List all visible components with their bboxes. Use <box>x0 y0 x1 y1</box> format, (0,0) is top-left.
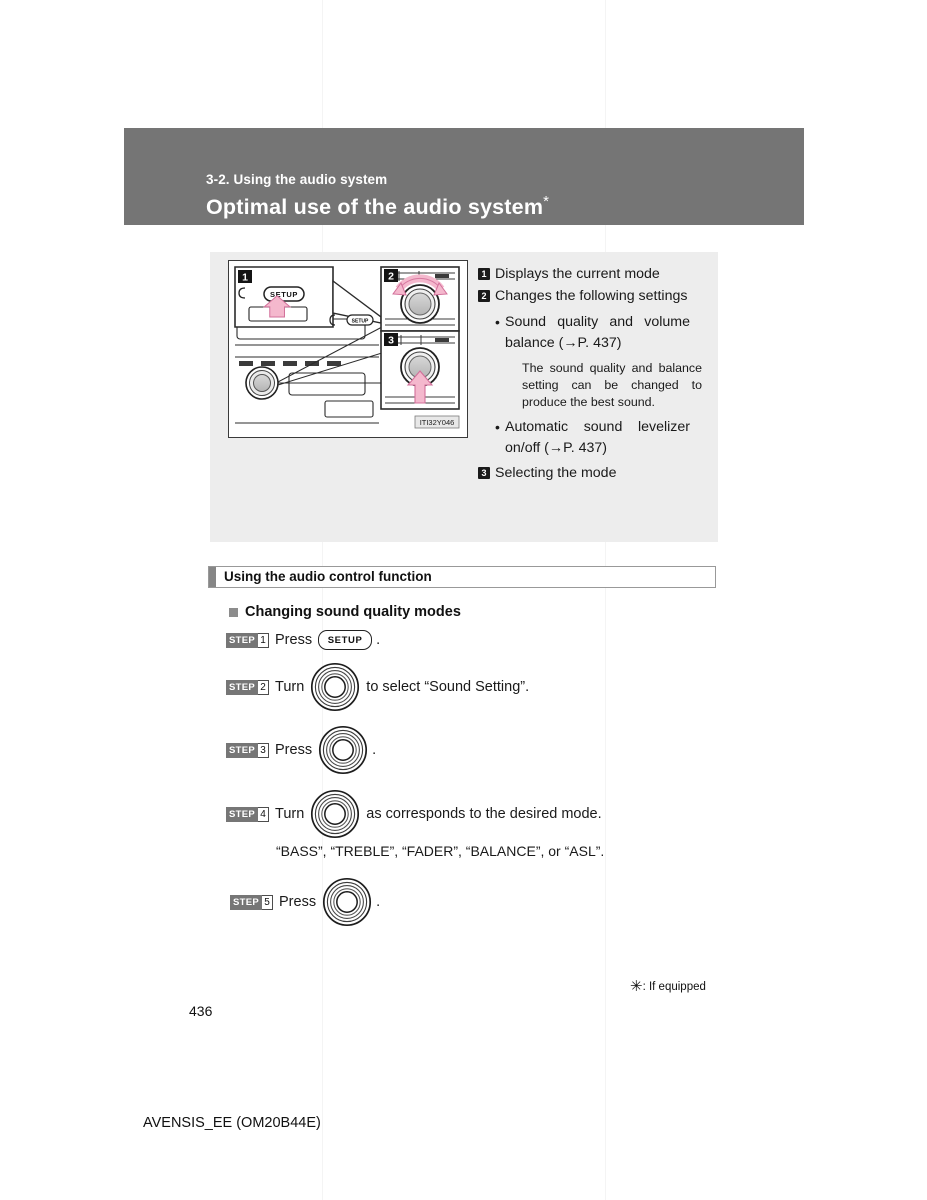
step-period-1: . <box>376 632 381 648</box>
callout-bullet-1 <box>495 312 706 353</box>
step-badge-1 <box>226 633 269 648</box>
step-badge-3 <box>226 743 269 758</box>
step-word-4: STEP <box>226 807 258 822</box>
step-1 <box>226 630 380 650</box>
illustration-main-knob <box>246 367 278 399</box>
subsection-heading-label: Changing sound quality modes <box>245 604 461 620</box>
callout-item-3 <box>478 463 706 484</box>
step-3 <box>226 725 376 775</box>
step-verb-2: Turn <box>275 679 305 695</box>
step-badge-5 <box>230 895 273 910</box>
step-number-5: 5 <box>262 895 273 910</box>
bullet-marker-1: • <box>495 314 500 330</box>
subsection-heading <box>229 604 461 620</box>
bullet-note-1: The sound quality and balance setting can be changed to produce the best sound. <box>522 361 702 409</box>
audio-system-illustration <box>228 260 468 438</box>
callout-list <box>478 264 706 485</box>
square-bullet-icon <box>229 608 238 617</box>
step-number-1: 1 <box>258 633 269 648</box>
callout-number-2: 2 <box>478 290 490 302</box>
callout-text-2: Changes the following settings <box>495 287 688 304</box>
footer-document-id: AVENSIS_EE (OM20B44E) <box>143 1115 321 1131</box>
overview-panel <box>210 252 718 542</box>
page-title <box>206 193 549 220</box>
setup-button-glyph[interactable]: SETUP <box>318 630 372 650</box>
step-badge-4 <box>226 807 269 822</box>
step-number-4: 4 <box>258 807 269 822</box>
illustration-panel-2 <box>381 267 459 331</box>
section-title-bar <box>208 566 716 588</box>
bullet-marker-2: • <box>495 419 500 435</box>
illustration-panel-3 <box>381 331 459 409</box>
bullet-text-1: Sound quality and volume balance (→P. 437) <box>505 314 690 351</box>
svg-text:2: 2 <box>388 270 394 283</box>
callout-number-3: 3 <box>478 467 490 479</box>
step-4 <box>226 789 602 839</box>
sound-modes-line: “BASS”, “TREBLE”, “FADER”, “BALANCE”, or “ASL”. <box>276 843 605 859</box>
audio-knob-icon[interactable] <box>322 877 372 927</box>
step-verb-4: Turn <box>275 806 305 822</box>
step-5 <box>230 877 380 927</box>
step-word-3: STEP <box>226 743 258 758</box>
step-verb-5: Press <box>279 894 317 910</box>
section-title-label: Using the audio control function <box>224 569 432 584</box>
title-asterisk: * <box>543 193 550 210</box>
step-badge-2 <box>226 680 269 695</box>
audio-knob-icon[interactable] <box>310 789 360 839</box>
callout-number-1: 1 <box>478 268 490 280</box>
illustration-svg <box>229 261 465 435</box>
step-word-1: STEP <box>226 633 258 648</box>
section-tab-marker <box>209 567 216 587</box>
page-header-band <box>124 128 804 225</box>
footnote-asterisk-icon: ✳ <box>630 978 643 995</box>
audio-knob-icon[interactable] <box>310 662 360 712</box>
audio-knob-icon[interactable] <box>318 725 368 775</box>
svg-text:SETUP: SETUP <box>351 318 369 325</box>
svg-text:SETUP: SETUP <box>269 290 299 299</box>
page-number: 436 <box>189 1003 213 1019</box>
step-tail-2: to select “Sound Setting”. <box>366 679 530 695</box>
step-word-5: STEP <box>230 895 262 910</box>
footnote-text: : If equipped <box>642 981 706 993</box>
svg-text:ITI32Y046: ITI32Y046 <box>419 418 455 427</box>
step-verb-3: Press <box>275 742 313 758</box>
illustration-image-code <box>415 416 459 428</box>
svg-text:1: 1 <box>242 271 248 284</box>
step-period-5: . <box>376 894 381 910</box>
step-word-2: STEP <box>226 680 258 695</box>
callout-text-1: Displays the current mode <box>495 266 660 282</box>
page-title-text: Optimal use of the audio system <box>206 195 544 220</box>
callout-item-1 <box>478 264 706 285</box>
footnote-if-equipped <box>630 977 706 995</box>
step-period-3: . <box>372 742 377 758</box>
callout-item-2 <box>478 286 706 307</box>
callout-bullet-2 <box>495 417 706 458</box>
step-number-2: 2 <box>258 680 269 695</box>
step-tail-4: as corresponds to the desired mode. <box>366 806 602 822</box>
bullet-text-2: Automatic sound levelizer on/off (→P. 437) <box>505 419 690 456</box>
step-verb-1: Press <box>275 632 313 648</box>
step-2 <box>226 662 529 712</box>
callout-text-3: Selecting the mode <box>495 465 617 481</box>
svg-text:3: 3 <box>388 334 394 347</box>
step-number-3: 3 <box>258 743 269 758</box>
chapter-label: 3-2. Using the audio system <box>206 172 388 187</box>
